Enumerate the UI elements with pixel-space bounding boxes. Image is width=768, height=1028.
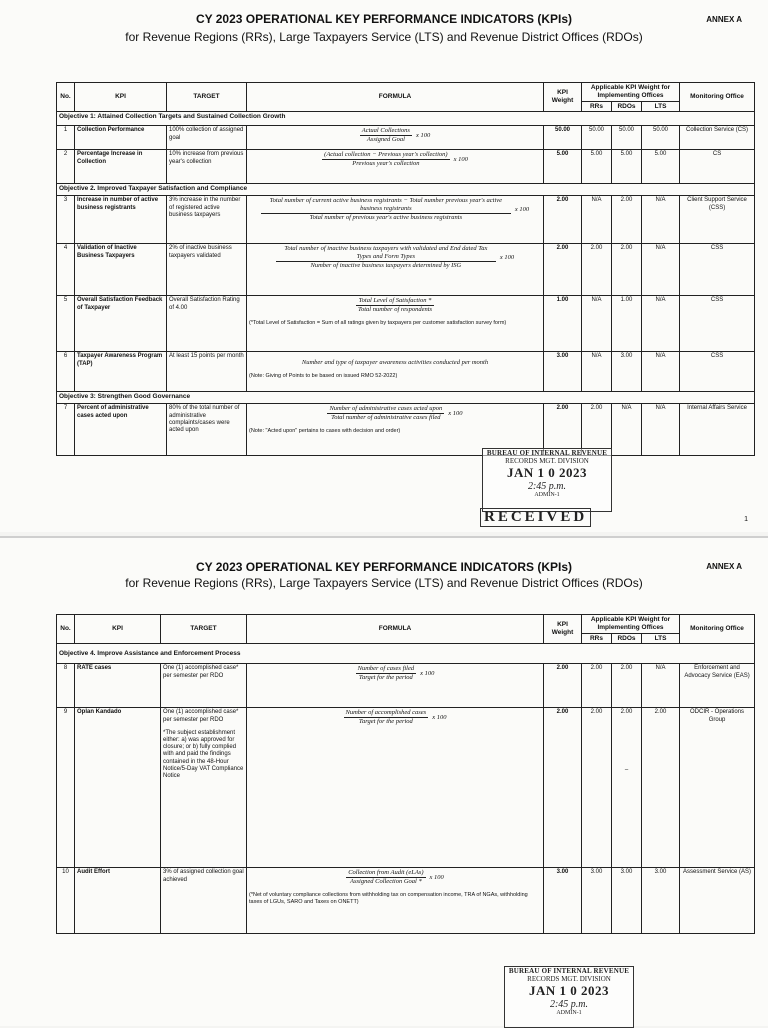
row-target: One (1) accomplished case* per semester per RDO: [163, 709, 239, 723]
row-rdos: 2.00: [612, 664, 642, 708]
header-formula: FORMULA: [247, 615, 544, 644]
row-weight: 2.00: [544, 404, 582, 456]
header-formula: FORMULA: [247, 83, 544, 112]
row-office: CSS: [680, 244, 755, 296]
row-office: Internal Affairs Service: [680, 404, 755, 456]
stamp-time: 2:45 p.m.: [549, 999, 589, 1010]
stamp-division: RECORDS MGT. DIVISION: [505, 457, 589, 465]
row-target: 3% increase in the number of registered active business taxpayers: [167, 196, 247, 244]
row-kpi: Validation of Inactive Business Taxpayers: [75, 244, 167, 296]
row-lts: N/A: [642, 196, 680, 244]
row-rrs: 3.00: [582, 868, 612, 934]
formula-note: (*Total Level of Satisfaction = Sum of all ratings given by taxpayers per customer satisfaction survey form): [249, 319, 507, 326]
table-row: [57, 868, 755, 934]
formula-denominator: Total number of previous year's active business registrants: [309, 213, 463, 221]
row-rrs: 2.00: [582, 404, 612, 456]
row-rrs: 2.00: [582, 664, 612, 708]
row-target-cell: [161, 708, 247, 868]
row-weight: 5.00: [544, 150, 582, 184]
formula-numerator: Total number of inactive business taxpayers with validated and End dated Tax Types and Form Types: [276, 245, 496, 262]
objective-4: Objective 4. Improve Assistance and Enforcement Process: [57, 644, 755, 664]
formula-numerator: Number of accomplished cases: [345, 709, 427, 717]
objective-1: Objective 1: Attained Collection Targets and Sustained Collection Growth: [57, 112, 755, 126]
row-rrs: 2.00: [582, 244, 612, 296]
header-lts: LTS: [642, 633, 680, 644]
row-no: 7: [57, 404, 75, 456]
row-lts: N/A: [642, 296, 680, 352]
row-no: 10: [57, 868, 75, 934]
header-rdos: RDOs: [612, 633, 642, 644]
row-kpi: Percent of administrative cases acted upon: [75, 404, 167, 456]
header-target: TARGET: [161, 615, 247, 644]
stamp-dept: ADMIN-1: [534, 492, 560, 498]
formula-multiplier: x 100: [448, 409, 463, 417]
header-rrs: RRs: [582, 633, 612, 644]
row-weight: 3.00: [544, 352, 582, 392]
row-office: CSS: [680, 352, 755, 392]
row-target-note: *The subject establishment either: a) was approved for closure; or b) fully complied with and paid the findings contained in the 48-Hour Notice/5-Day VAT Compliance Notice: [163, 729, 244, 779]
header-rrs: RRs: [582, 101, 612, 112]
row-no: 6: [57, 352, 75, 392]
formula-text: Number and type of taxpayer awareness activities conducted per month: [301, 359, 489, 367]
row-lts: N/A: [642, 244, 680, 296]
row-target: 10% increase from previous year's collection: [167, 150, 247, 184]
row-rdos: 2.00: [620, 709, 633, 716]
row-no: 2: [57, 150, 75, 184]
row-rrs: 2.00: [582, 708, 612, 868]
row-formula: [247, 296, 544, 352]
row-rdos: 50.00: [612, 126, 642, 150]
table-row: [57, 708, 755, 868]
header-monitoring-office: Monitoring Office: [680, 615, 755, 644]
formula-note: (Note: "Acted upon" pertains to cases with decision and order): [249, 427, 401, 434]
row-rrs: N/A: [582, 352, 612, 392]
row-lts: N/A: [642, 664, 680, 708]
header-kpi-weight: KPI Weight: [544, 615, 582, 644]
formula-note: (Note: Giving of Points to be based on issued RMO 52-2022): [249, 373, 398, 380]
row-rdos: 1.00: [612, 296, 642, 352]
formula-denominator: Target for the period: [358, 718, 413, 726]
row-office: Assessment Service (AS): [680, 868, 755, 934]
formula-multiplier: x 100: [453, 155, 468, 163]
objective-3: Objective 3: Strengthen Good Governance: [57, 392, 755, 404]
row-lts: 2.00: [642, 708, 680, 868]
row-rdos: 2.00: [612, 196, 642, 244]
formula-numerator: (Actual collection − Previous year's collection): [324, 151, 448, 159]
stamp-division: RECORDS MGT. DIVISION: [527, 975, 611, 983]
formula-multiplier: x 100: [429, 873, 444, 881]
row-rdos: N/A: [612, 404, 642, 456]
annex-label: ANNEX A: [706, 562, 742, 571]
row-lts: 5.00: [642, 150, 680, 184]
row-no: 5: [57, 296, 75, 352]
formula-numerator: Collection from Audit (eLAs): [348, 869, 424, 877]
formula-numerator: Actual Collections: [361, 127, 410, 135]
header-target: TARGET: [167, 83, 247, 112]
kpi-table-page-2: [56, 614, 755, 934]
table-row: [57, 196, 755, 244]
received-stamp: [504, 966, 634, 1028]
received-label: RECEIVED: [480, 508, 591, 527]
formula-denominator: Previous year's collection: [352, 160, 420, 168]
row-rdos: 5.00: [612, 150, 642, 184]
row-kpi: RATE cases: [75, 664, 161, 708]
annex-label: ANNEX A: [706, 15, 742, 24]
header-no: No.: [57, 83, 75, 112]
row-kpi: Percentage Increase in Collection: [75, 150, 167, 184]
stamp-date: JAN 1 0 2023: [506, 465, 588, 480]
stamp-dept: ADMIN-1: [556, 1010, 582, 1016]
page-subtitle: for Revenue Regions (RRs), Large Taxpayers Service (LTS) and Revenue District Offices (RDOs): [125, 30, 643, 44]
row-target: At least 15 points per month: [167, 352, 247, 392]
row-target: One (1) accomplished case* per semester per RDO: [161, 664, 247, 708]
formula-multiplier: x 100: [499, 253, 515, 261]
row-target: 100% collection of assigned goal: [167, 126, 247, 150]
row-rdos: 2.00: [612, 244, 642, 296]
header-kpi-weight: KPI Weight: [544, 83, 582, 112]
header-no: No.: [57, 615, 75, 644]
row-weight: 2.00: [544, 708, 582, 868]
kpi-table-page-1: [56, 82, 755, 456]
row-kpi: Increase in number of active business registrants: [75, 196, 167, 244]
table-row: [57, 296, 755, 352]
row-formula: [247, 126, 544, 150]
row-rrs: 50.00: [582, 126, 612, 150]
header-kpi: KPI: [75, 615, 161, 644]
row-formula: [247, 708, 544, 868]
row-formula: [247, 150, 544, 184]
header-rdos: RDOs: [612, 101, 642, 112]
table-row: [57, 126, 755, 150]
page-number: 1: [744, 516, 748, 523]
row-no: 8: [57, 664, 75, 708]
table-row: [57, 664, 755, 708]
row-kpi: Overall Satisfaction Feedback of Taxpayer: [75, 296, 167, 352]
objective-2: Objective 2. Improved Taxpayer Satisfaction and Compliance: [57, 184, 755, 196]
table-row: [57, 244, 755, 296]
table-row: [57, 150, 755, 184]
row-formula: [247, 664, 544, 708]
row-formula: [247, 244, 544, 296]
page-subtitle: for Revenue Regions (RRs), Large Taxpayers Service (LTS) and Revenue District Offices (RDOs): [125, 576, 643, 590]
received-stamp: [482, 448, 612, 512]
document-page-2: [0, 536, 768, 1026]
formula-numerator: Number of administrative cases acted upon: [329, 405, 443, 413]
stamp-date: JAN 1 0 2023: [528, 983, 610, 998]
row-lts: 50.00: [642, 126, 680, 150]
row-no: 3: [57, 196, 75, 244]
formula-numerator: Total Level of Satisfaction *: [356, 297, 434, 306]
row-weight: 1.00: [544, 296, 582, 352]
row-target: Overall Satisfaction Rating of 4.00: [167, 296, 247, 352]
handwritten-mark: –: [624, 766, 629, 773]
stamp-time: 2:45 p.m.: [527, 481, 567, 492]
formula-numerator: Total number of current active business registrants − Total number previous year's active business registrants: [261, 197, 511, 214]
formula-multiplier: x 100: [514, 205, 530, 213]
formula-denominator: Assigned Collection Goal *: [350, 878, 422, 886]
formula-multiplier: x 100: [420, 669, 435, 677]
formula-denominator: Target for the period: [358, 674, 413, 682]
row-target: 80% of the total number of administrative complaints/cases were acted upon: [167, 404, 247, 456]
row-rdos-cell: [612, 708, 642, 868]
row-office: CS: [680, 150, 755, 184]
formula-multiplier: x 100: [432, 713, 447, 721]
formula-denominator: Assigned Goal: [366, 136, 405, 144]
row-weight: 3.00: [544, 868, 582, 934]
formula-denominator: Total number of respondents: [357, 306, 433, 314]
formula-multiplier: x 100: [415, 131, 431, 139]
row-rrs: N/A: [582, 196, 612, 244]
header-kpi: KPI: [75, 83, 167, 112]
formula-denominator: Total number of administrative cases filed: [331, 414, 441, 422]
row-lts: 3.00: [642, 868, 680, 934]
header-applicable-weight: Applicable KPI Weight for Implementing Offices: [582, 615, 680, 634]
row-weight: 2.00: [544, 664, 582, 708]
page-title: CY 2023 OPERATIONAL KEY PERFORMANCE INDICATORS (KPIs): [195, 12, 573, 26]
header-monitoring-office: Monitoring Office: [680, 83, 755, 112]
row-weight: 50.00: [544, 126, 582, 150]
stamp-bureau: BUREAU OF INTERNAL REVENUE: [508, 967, 630, 975]
row-office: Client Support Service (CSS): [680, 196, 755, 244]
row-kpi: Taxpayer Awareness Program (TAP): [75, 352, 167, 392]
row-kpi: Audit Effort: [75, 868, 161, 934]
row-kpi: Oplan Kandado: [75, 708, 161, 868]
row-rrs: N/A: [582, 296, 612, 352]
formula-denominator: Number of inactive business taxpayers determined by ISG: [310, 261, 462, 269]
header-lts: LTS: [642, 101, 680, 112]
row-kpi: Collection Performance: [75, 126, 167, 150]
row-office: Enforcement and Advocacy Service (EAS): [680, 664, 755, 708]
row-lts: N/A: [642, 404, 680, 456]
row-target: 2% of inactive business taxpayers validated: [167, 244, 247, 296]
row-formula: [247, 868, 544, 934]
row-office: CSS: [680, 296, 755, 352]
row-rrs: 5.00: [582, 150, 612, 184]
header-applicable-weight: Applicable KPI Weight for Implementing Offices: [582, 83, 680, 102]
page-title: CY 2023 OPERATIONAL KEY PERFORMANCE INDICATORS (KPIs): [195, 560, 573, 574]
row-target: 3% of assigned collection goal achieved: [161, 868, 247, 934]
formula-numerator: Number of cases filed: [357, 665, 415, 673]
row-formula: [247, 196, 544, 244]
row-office: ODCIR - Operations Group: [680, 708, 755, 868]
table-row: [57, 404, 755, 456]
formula-note: (*Net of voluntary compliance collections from withholding tax on compensation income, TRA of NGAs, withholding taxes of LGUs, SARO and Taxes on ONETT): [249, 891, 528, 905]
row-rdos: 3.00: [612, 352, 642, 392]
row-weight: 2.00: [544, 196, 582, 244]
table-row: [57, 352, 755, 392]
stamp-bureau: BUREAU OF INTERNAL REVENUE: [486, 449, 608, 457]
row-rdos: 3.00: [612, 868, 642, 934]
row-no: 4: [57, 244, 75, 296]
row-lts: N/A: [642, 352, 680, 392]
row-office: Collection Service (CS): [680, 126, 755, 150]
row-weight: 2.00: [544, 244, 582, 296]
row-no: 1: [57, 126, 75, 150]
row-no: 9: [57, 708, 75, 868]
row-formula: [247, 352, 544, 392]
